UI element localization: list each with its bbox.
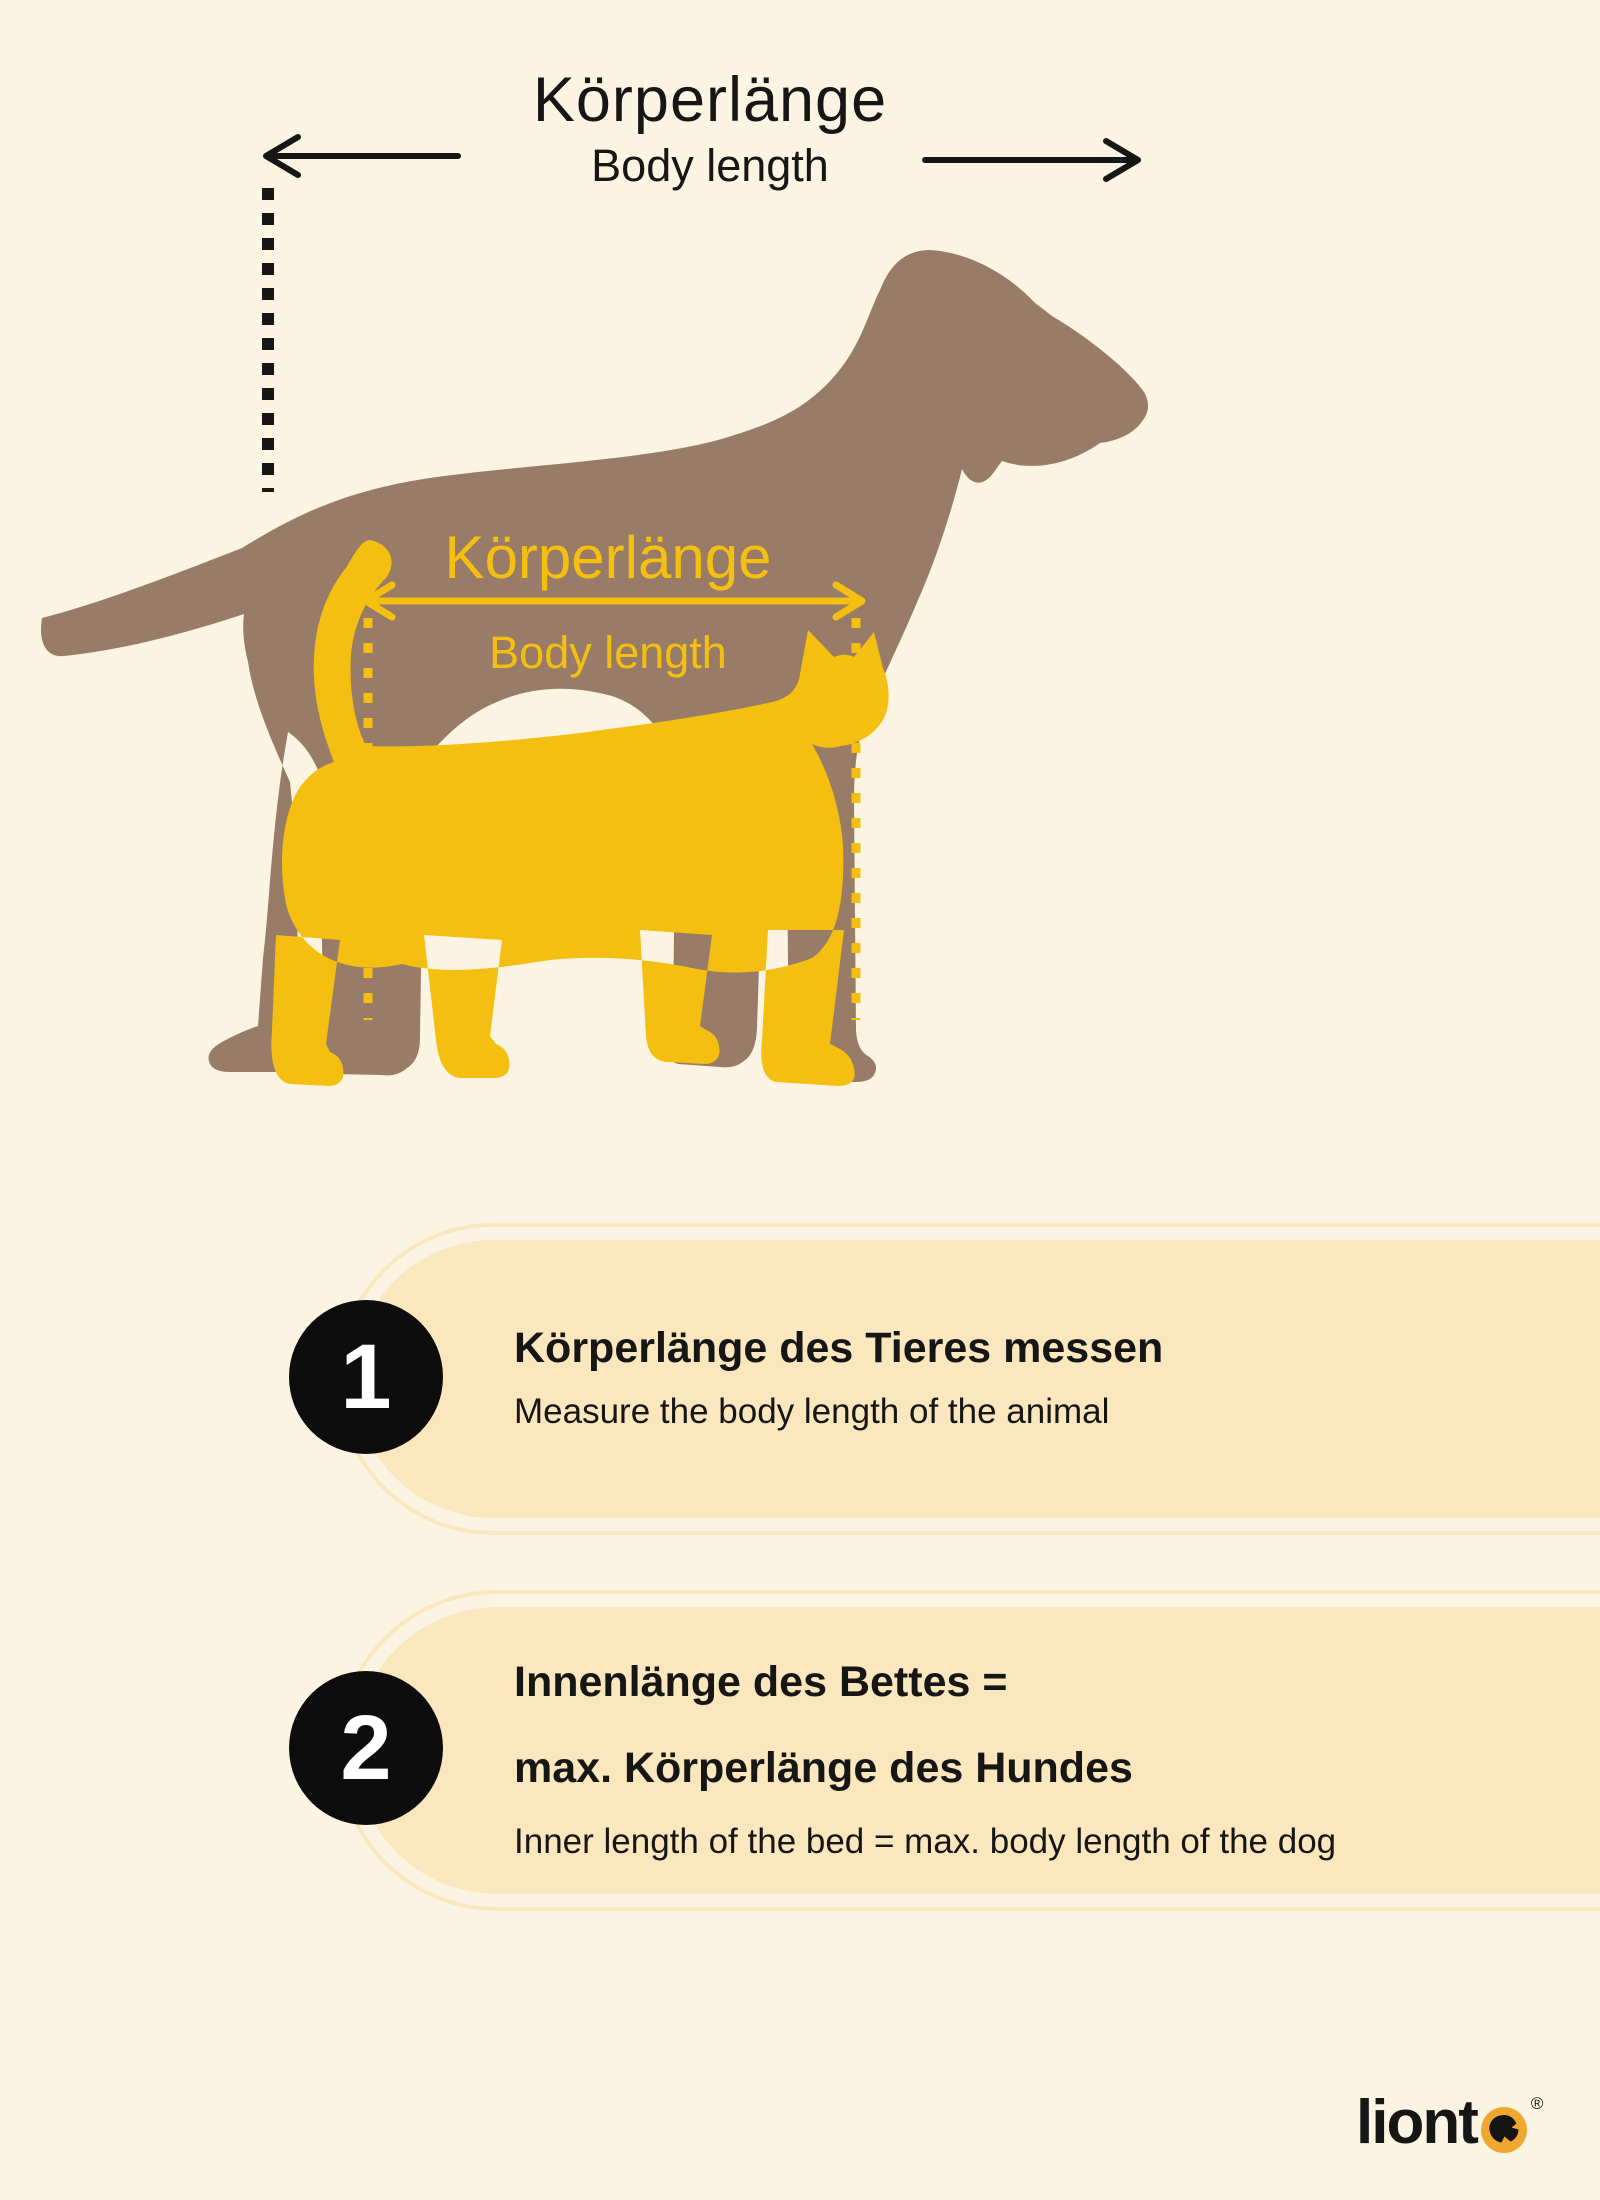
step-1-box [354, 1240, 1600, 1518]
title-english: Body length [591, 140, 829, 192]
logo-text: liont [1356, 2088, 1477, 2157]
lion-circle-icon [1480, 2106, 1528, 2154]
step-2-title-line2: max. Körperlänge des Hundes [514, 1743, 1133, 1792]
cat-measure-label-english: Body length [489, 627, 727, 678]
step-2-number: 2 [340, 1696, 392, 1799]
step-2-box [354, 1607, 1600, 1894]
step-1-subtitle: Measure the body length of the animal [514, 1391, 1110, 1431]
step-1-number-badge [289, 1300, 443, 1454]
step-1-title: Körperlänge des Tieres messen [514, 1324, 1164, 1373]
step-1-number: 1 [340, 1325, 392, 1428]
cat-measure-label-german: Körperlänge [444, 524, 772, 591]
top-measure-arrows [266, 137, 1138, 179]
step-2-title: Innenlänge des Bettes = [514, 1657, 1008, 1706]
step-2-subtitle: Inner length of the bed = max. body length of the dog [514, 1821, 1337, 1861]
lionto-logo [1356, 2088, 1544, 2157]
step-2-number-badge [289, 1671, 443, 1825]
title-german: Körperlänge [532, 65, 888, 135]
registered-mark: ® [1530, 2094, 1544, 2113]
